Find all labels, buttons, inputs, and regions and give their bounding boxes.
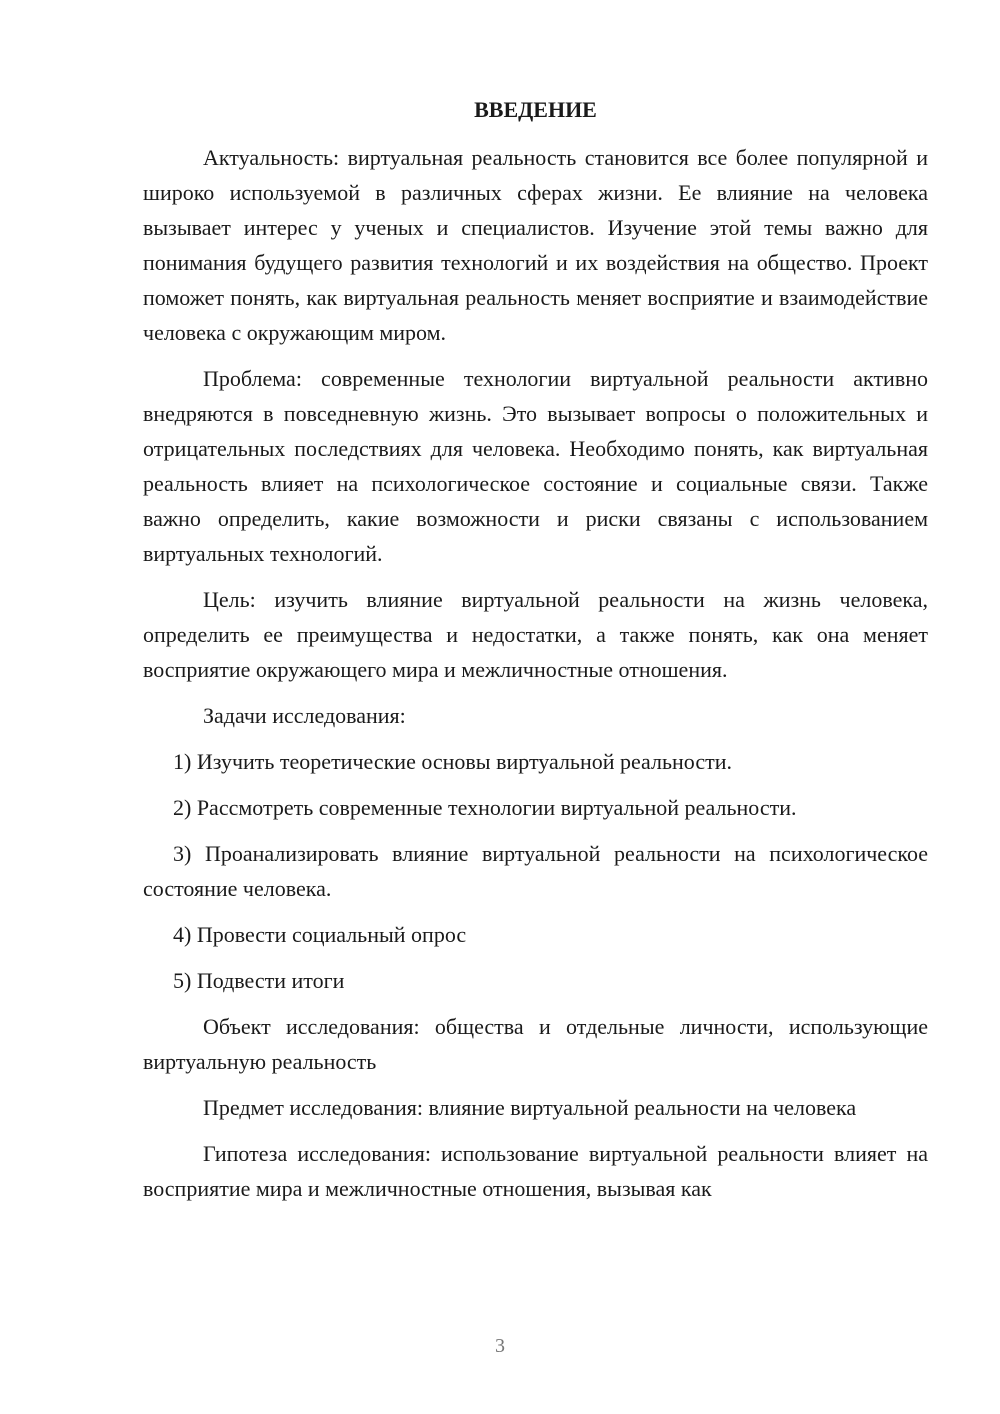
page-number: 3 (495, 1335, 505, 1357)
tasks-heading: Задачи исследования: (203, 703, 406, 728)
task-item-1: 1) Изучить теоретические основы виртуальной реальности. (173, 749, 732, 774)
paragraph-problem: Проблема: современные технологии виртуальной реальности активно внедряются в повседневную жизнь. Это вызывает вопросы о положительных и отрицательных последствиях для человека. Необходимо понять, как виртуальная реальность влияет на психологическое состояние и социальные связи. Также важно определить, какие возможности и риски связаны с использованием виртуальных технологий. (143, 366, 928, 566)
paragraph-hypothesis: Гипотеза исследования: использование виртуальной реальности влияет на восприятие мира и межличностные отношения, вызывая как (143, 1141, 928, 1201)
paragraph-subject: Предмет исследования: влияние виртуальной реальности на человека (203, 1095, 857, 1120)
task-item-4: 4) Провести социальный опрос (173, 922, 467, 947)
paragraph-goal: Цель: изучить влияние виртуальной реальности на жизнь человека, определить ее преимущества и недостатки, а также понять, как она меняет восприятие окружающего мира и межличностные отношения. (143, 587, 928, 682)
document-page (143, 95, 928, 1217)
task-item-5: 5) Подвести итоги (173, 968, 345, 993)
task-item-3: 3) Проанализировать влияние виртуальной реальности на психологическое состояние человека. (143, 841, 928, 901)
task-item-2: 2) Рассмотреть современные технологии виртуальной реальности. (173, 795, 797, 820)
paragraph-object: Объект исследования: общества и отдельные личности, использующие виртуальную реальность (143, 1014, 928, 1074)
paragraph-relevance: Актуальность: виртуальная реальность становится все более популярной и широко используемой в различных сферах жизни. Ее влияние на человека вызывает интерес у ученых и специалистов. Изучение этой темы важно для понимания будущего развития технологий и их воздействия на общество. Проект поможет понять, как виртуальная реальность меняет восприятие и взаимодействие человека с окружающим миром. (143, 145, 928, 345)
document-title: ВВЕДЕНИЕ (474, 97, 597, 122)
